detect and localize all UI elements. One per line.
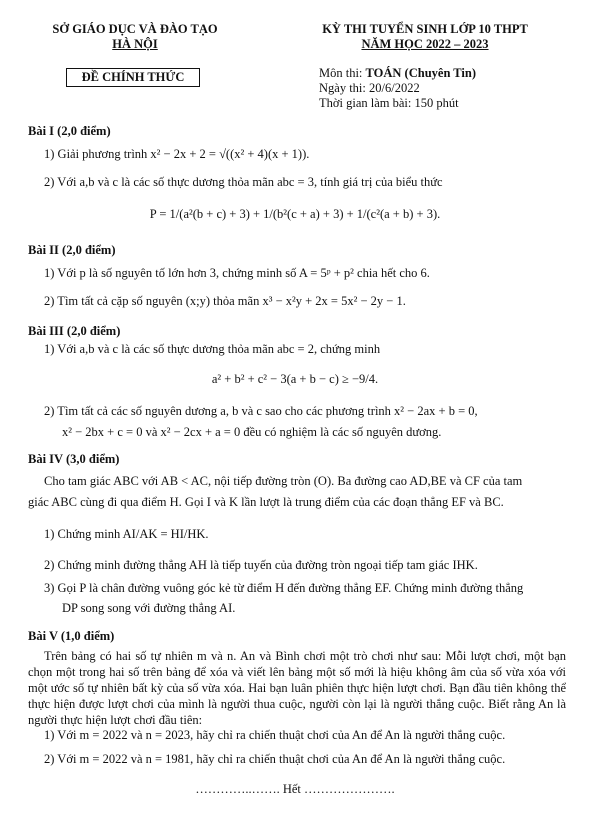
bai4-intro-line1: Cho tam giác ABC với AB < AC, nội tiếp đường tròn (O). Ba đường cao AD,BE và CF của tam (44, 474, 523, 488)
city-name: HÀ NỘI (112, 37, 158, 51)
bai3-q1: 1) Với a,b và c là các số thực dương thỏa mãn abc = 2, chứng minh (44, 342, 381, 356)
exam-info (319, 66, 476, 111)
section-title-bai5: Bài V (1,0 điểm) (28, 629, 115, 643)
section-title-bai4: Bài IV (3,0 điểm) (28, 452, 120, 466)
bai2-q1: 1) Với p là số nguyên tố lớn hơn 3, chứng minh số A = 5ᵖ + p² chia hết cho 6. (44, 266, 430, 280)
section-title-bai2: Bài II (2,0 điểm) (28, 243, 116, 257)
header-left (40, 22, 230, 52)
bai3-formula: a² + b² + c² − 3(a + b − c) ≥ −9/4. (211, 372, 379, 386)
subject-line: Môn thi: TOÁN (Chuyên Tin) (319, 66, 477, 80)
bai2-q2: 2) Tìm tất cả cặp số nguyên (x;y) thỏa mãn x³ − x²y + 2x = 5x² − 2y − 1. (44, 294, 406, 308)
bai4-intro-line2: giác ABC cùng đi qua điểm H. Gọi I và K lần lượt là trung điểm của các đoạn thẳng EF và BC. (28, 495, 504, 509)
bai5-q1: 1) Với m = 2022 và n = 2023, hãy chỉ ra chiến thuật chơi của An để An là người thắng cuộc. (44, 728, 506, 742)
section-title-bai1: Bài I (2,0 điểm) (28, 124, 111, 138)
school-year: NĂM HỌC 2022 – 2023 (361, 37, 489, 51)
exam-duration: Thời gian làm bài: 150 phút (319, 96, 459, 110)
bai5-q2: 2) Với m = 2022 và n = 1981, hãy chỉ ra chiến thuật chơi của An để An là người thắng cuộc. (44, 752, 506, 766)
bai3-q2-line2: x² − 2bx + c = 0 và x² − 2cx + a = 0 đều có nghiệm là các số nguyên dương. (62, 425, 442, 439)
bai4-q3-line2: DP song song với đường thẳng AI. (62, 601, 236, 615)
department-name: SỞ GIÁO DỤC VÀ ĐÀO TẠO (52, 22, 218, 36)
bai1-formula: P = 1/(a²(b + c) + 3) + 1/(b²(c + a) + 3) + 1/(c²(a + b) + 3). (149, 207, 441, 221)
bai4-q3-line1: 3) Gọi P là chân đường vuông góc kẻ từ điểm H đến đường thẳng EF. Chứng minh đường thẳng (44, 581, 524, 595)
exam-date: Ngày thi: 20/6/2022 (319, 81, 420, 95)
section-title-bai3: Bài III (2,0 điểm) (28, 324, 121, 338)
bai4-q2: 2) Chứng minh đường thẳng AH là tiếp tuyến của đường tròn ngoại tiếp tam giác IHK. (44, 558, 478, 572)
header-right (300, 22, 550, 52)
official-exam-badge: ĐỀ CHÍNH THỨC (66, 68, 200, 87)
end-marker: …………..……. Hết …………………. (195, 782, 395, 796)
bai4-q1: 1) Chứng minh AI/AK = HI/HK. (44, 527, 209, 541)
exam-title: KỲ THI TUYỂN SINH LỚP 10 THPT (322, 22, 528, 36)
bai3-q2-line1: 2) Tìm tất cả các số nguyên dương a, b và c sao cho các phương trình x² − 2ax + b = 0, (44, 404, 478, 418)
bai1-q2: 2) Với a,b và c là các số thực dương thỏa mãn abc = 3, tính giá trị của biểu thức (44, 175, 443, 189)
bai5-paragraph: Trên bảng có hai số tự nhiên m và n. An và Bình chơi một trò chơi như sau: Mỗi lượt chơi, một bạn chọn một trong hai số trên bảng để xóa và viết lên bảng một số mới là hiệu không âm của số vừa xóa với một ước số tự nhiên bất kỳ của số vừa xóa. Hai bạn luân phiên thực hiện lượt chơi. Bạn đầu tiên không thể thực hiện được lượt chơi của mình là người thua cuộc, người còn lại là người thắng cuộc. Biết rằng An là người thực hiện lượt chơi đầu tiên: (28, 649, 566, 727)
bai1-q1: 1) Giải phương trình x² − 2x + 2 = √((x² + 4)(x + 1)). (44, 147, 310, 161)
